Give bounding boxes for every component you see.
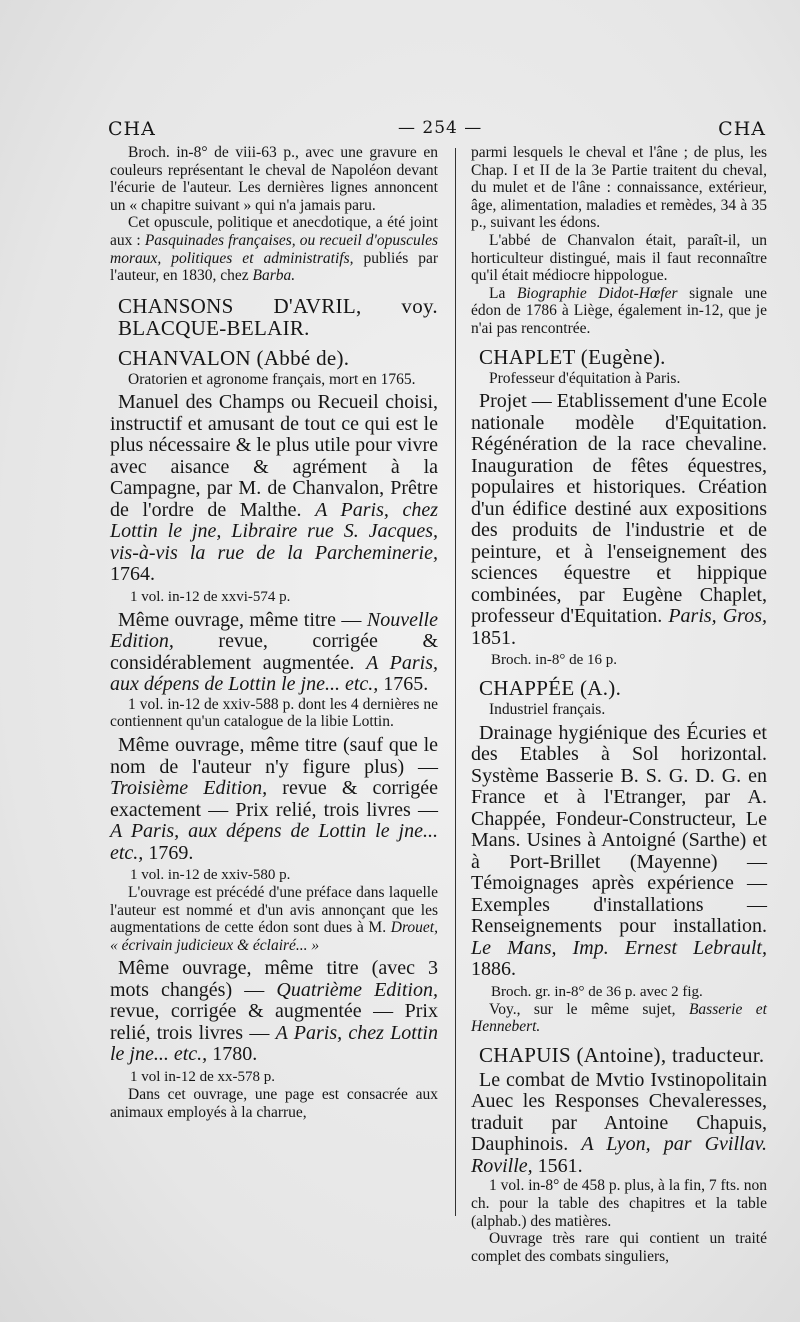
book-title-edition-4: Même ouvrage, même titre (avec 3 mots changés) — Quatrième Edition, revue, corrigée & augmentée — Prix relié, trois livres — A Paris, chez Lottin le jne... etc., 1780. [110, 957, 438, 1066]
book-meta: Broch. in-8° de 16 p. [491, 652, 617, 669]
running-header [108, 118, 766, 144]
book-title-projet: Projet — Etablissement d'une Ecole nationale modèle d'Equitation. Régénération de la race chevaline. Inauguration de fêtes équestres, populaires et historiques. Création d'un édifice destiné aux expositions des produits de l'industrie et de peinture, et à l'enseignement des sciences équestre et hippique combinées, par Eugène Chaplet, professeur d'Equitation. Paris, Gros, 1851. [471, 390, 768, 649]
entry-note: La Biographie Didot-Hœfer signale une édon de 1786 à Liège, également in-12, que je n'ai pas rencontrée. [471, 284, 767, 337]
book-title-edition-3: Même ouvrage, même titre (sauf que le nom de l'auteur n'y figure plus) — Troisième Edition, revue & corrigée exactement — Prix relié, trois livres — A Paris, aux dépens de Lottin le jne... etc., 1769. [110, 734, 439, 864]
author-description: Professeur d'équitation à Paris. [489, 369, 681, 387]
header-right: CHA [718, 118, 766, 140]
book-note: Dans cet ouvrage, une page est consacrée aux animaux employés à la charrue, [110, 1085, 438, 1121]
book-note: L'ouvrage est précédé d'une préface dans laquelle l'auteur est nommé et d'un avis annonçant que les augmentations de cette édon sont dues à M. Drouet, « écrivain judicieux & éclairé... » [110, 884, 438, 954]
header-left: CHA [108, 118, 156, 140]
entry-heading-chansons: CHANSONS D'AVRIL, voy. BLACQUE-BELAIR. [118, 293, 438, 340]
book-meta: 1 vol. in-12 de xxiv-580 p. [130, 867, 291, 884]
book-note: Ouvrage très rare qui contient un traité complet des combats singuliers, [471, 1230, 767, 1265]
author-heading-chaplet: CHAPLET (Eugène). [479, 344, 666, 369]
book-meta: 1 vol. in-8° de 458 p. plus, à la fin, 7 fts. non ch. pour la table des chapitres et la table (alphab.) des matières. [471, 1177, 767, 1230]
author-description: Oratorien et agronome français, mort en 1765. [128, 370, 416, 388]
page-number: — 254 — [398, 118, 483, 138]
entry-note: Cet opuscule, politique et anecdotique, a été joint aux : Pasquinades françaises, ou recueil d'opuscules moraux, politiques et administratifs, publiés par l'auteur, en 1830, chez Barba. [110, 214, 439, 285]
entry-description: Broch. in-8° de viii-63 p., avec une gravure en couleurs représentant le cheval de Napoléon devant l'écurie de l'auteur. Les dernières lignes annoncent un « chapitre suivant » qui n'a jamais paru. [110, 144, 438, 214]
author-heading-chappee: CHAPPÉE (A.). [479, 676, 622, 701]
book-note: Voy., sur le même sujet, Basserie et Hennebert. [471, 1000, 767, 1036]
book-meta: 1 vol. in-12 de xxiv-588 p. dont les 4 dernières ne contiennent qu'un catalogue de la libie Lottin. [110, 695, 438, 731]
book-title-combat: Le combat de Mvtio Ivstinopolitain Auec les Responses Chevaleresses, traduit par Antoine Chapuis, Dauphinois. A Lyon, par Gvillav. Roville, 1561. [471, 1068, 767, 1177]
entry-note: L'abbé de Chanvalon était, paraît-il, un horticulteur distingué, mais il faut reconnaître qu'il était médiocre hippologue. [471, 231, 767, 285]
right-column [471, 144, 767, 1265]
left-column [110, 144, 438, 1121]
book-title-manuel: Manuel des Champs ou Recueil choisi, instructif et amusant de tout ce qui est le plus nécessaire & le plus utile pour vivre avec aisance & agrément à la Campagne, par M. de Chanvalon, Prêtre de l'ordre de Malthe. A Paris, chez Lottin le jne, Libraire rue S. Jacques, vis-à-vis la rue de la Parcheminerie, 1764. [110, 391, 439, 586]
book-title-edition-2: Même ouvrage, même titre — Nouvelle Edition, revue, corrigée & considérablement augmentée. A Paris, aux dépens de Lottin le jne... etc., 1765. [110, 608, 438, 696]
book-meta: Broch. gr. in-8° de 36 p. avec 2 fig. [491, 983, 703, 1000]
book-meta: 1 vol in-12 de xx-578 p. [130, 1068, 275, 1085]
author-heading-chapuis: CHAPUIS (Antoine), traducteur. [479, 1042, 765, 1067]
book-meta: 1 vol. in-12 de xxvi-574 p. [130, 588, 291, 605]
book-title-drainage: Drainage hygiénique des Écuries et des Etables à Sol horizontal. Système Basserie B. S. G. D. G. en France et à l'Etranger, par A. Chappée, Fondeur-Constructeur, Le Mans. Usines à Antoigné (Sarthe) et à Port-Brillet (Mayenne) — Témoignages après expérience — Exemples d'installations — Renseignements pour installation. Le Mans, Imp. Ernest Lebrault, 1886. [471, 721, 767, 981]
author-description: Industriel français. [489, 701, 606, 719]
column-divider [455, 148, 456, 1216]
author-heading-chanvalon: CHANVALON (Abbé de). [118, 345, 350, 370]
entry-continuation: parmi lesquels le cheval et l'âne ; de plus, les Chap. I et II de la 3e Partie traitent du cheval, du mulet et de l'âne : connaissance, extérieur, âge, alimentation, maladies et remèdes, 34 à 35 p., suivant les édons. [471, 144, 767, 232]
